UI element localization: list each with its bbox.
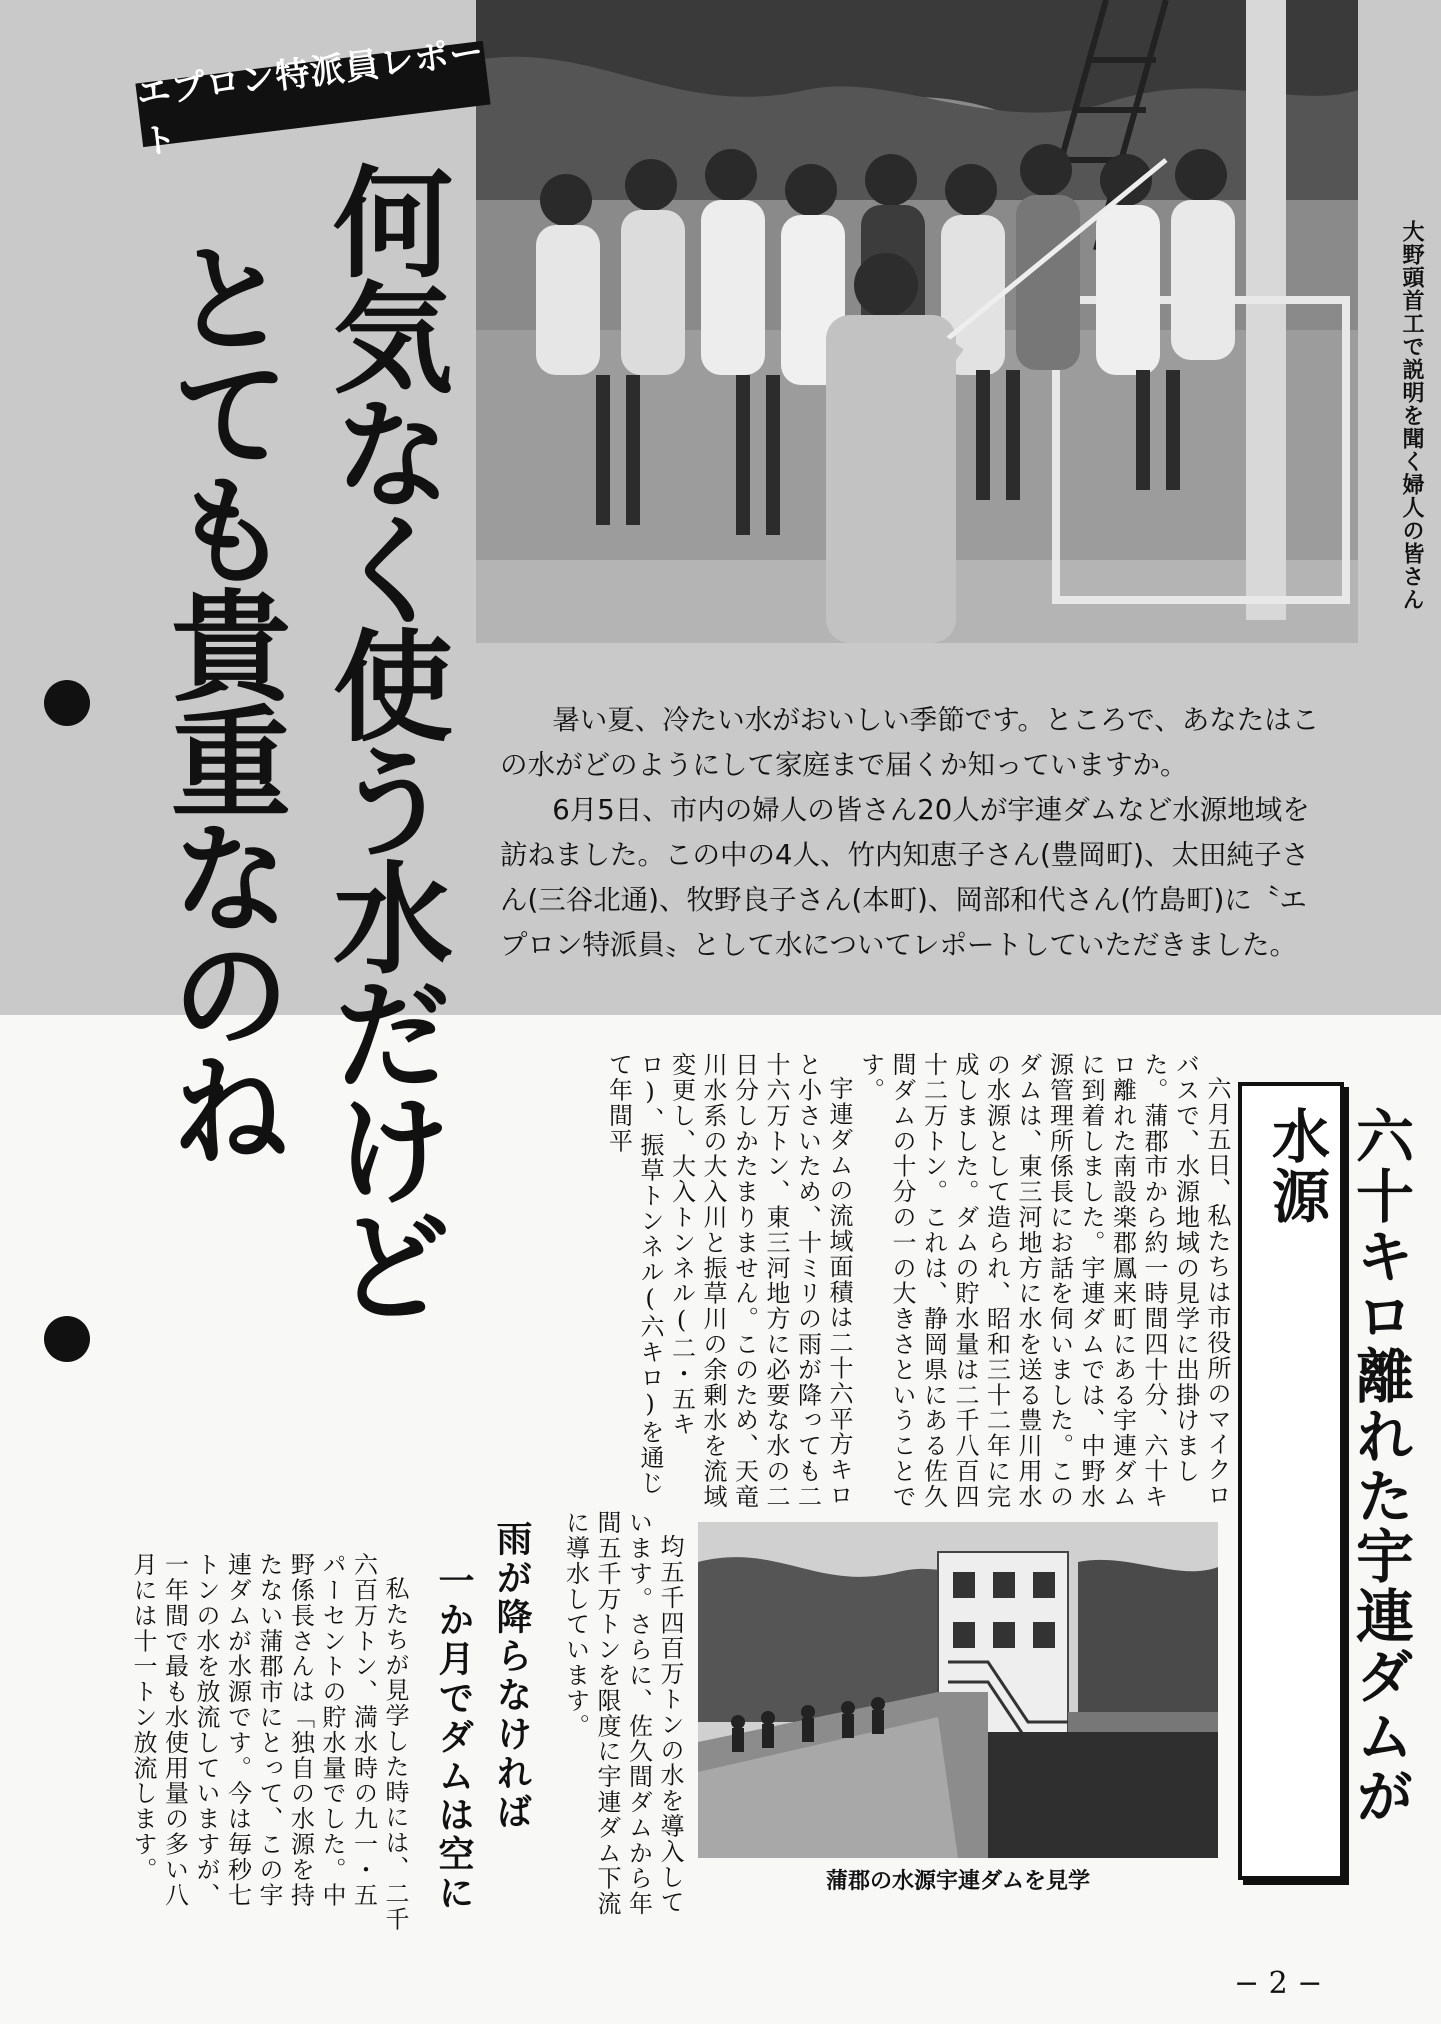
intro-paragraph-1: 暑い夏、冷たい水がおいしい季節です。ところで、あなたはこの水がどのようにして家庭まで届くか知っていますか。 <box>500 704 1320 781</box>
section2-paragraph: 私たちが見学した時には、二千六百万トン、満水時の九一・五パーセントの貯水量でした。中野係長さんは「独自の水源を持たない蒲郡市にとって、この宇連ダムが水源です。今は毎秒七トンの水を放流していますが、一年間で最も水使用量の多い八月には十一トン放流します。 <box>129 1552 409 1932</box>
intro-text <box>500 698 1330 968</box>
page-number: − 2 − <box>1234 1966 1323 2001</box>
photo-caption-top: 大野頭首工で説明を聞く婦人の皆さん <box>1399 220 1424 611</box>
section1-upper-paragraph-2: 宇連ダムの流域面積は二十六平方キロと小さいため、十ミリの雨が降っても二十六万トン、東三河地方に必要な水の二日分しかたまりません。このため、天竜川水系の大入川と振草川の余剰水を流域変更し、大入トンネル(二・五キロ)、振草トンネル(六キロ)を通じて年間平 <box>604 1052 853 1510</box>
group-photo <box>476 0 1358 643</box>
report-tag-label: エプロン特派員レポート <box>134 31 487 163</box>
headline-line2: とても貴重なのね <box>151 236 290 1164</box>
section1-upper-paragraph-1: 六月五日、私たちは市役所のマイクロバスで、水源地域の見学に出掛けました。蒲郡市から約一時間四十分、六十キロ離れた南設楽郡鳳来町にある宇連ダムに到着しました。宇連ダムでは、中野水源管理所係長にお話を伺いました。このダムは、東三河地方に水を送る豊川用水の水源として造られ、昭和三十二年に完成しました。ダムの貯水量は二千八百四十二万トン。これは、静岡県にある佐久間ダムの十分の一の大きさということです。 <box>856 1052 1231 1510</box>
section1-heading: 六十キロ離れた宇連ダムが水源 <box>1262 1106 1414 1826</box>
headline-line1: 何気なく使う水だけど <box>313 160 452 1320</box>
dam-photo-caption: 蒲郡の水源宇連ダムを見学 <box>825 1869 1090 1894</box>
intro-paragraph-2: 6月5日、市内の婦人の皆さん20人が宇連ダムなど水源地域を訪ねました。この中の4人、竹内知恵子さん(豊岡町)、太田純子さん(三谷北通)、牧野良子さん(本町)、岡部和代さん(竹島町)に〝エプロン特派員〟として水についてレポートしていただきました。 <box>500 794 1310 961</box>
dam-photo <box>698 1522 1218 1858</box>
section1-lower-paragraph: 均五千四百万トンの水を導入しています。さらに、佐久間ダムから年間五千万トンを限度に宇連ダム下流に導水しています。 <box>561 1510 684 1917</box>
section1-upper-text <box>496 1052 1232 1512</box>
section1-heading-box <box>1238 1082 1414 1880</box>
section2-heading-line2: 一か月でダムは空に <box>433 1562 474 1913</box>
headline-bullet-upper <box>44 680 90 726</box>
section1-lower-text <box>561 1510 685 1940</box>
section2-heading-line1: 雨が降らなければ <box>491 1520 532 1832</box>
section2-text <box>110 1552 410 1932</box>
headline-bullet-lower <box>44 1316 90 1362</box>
